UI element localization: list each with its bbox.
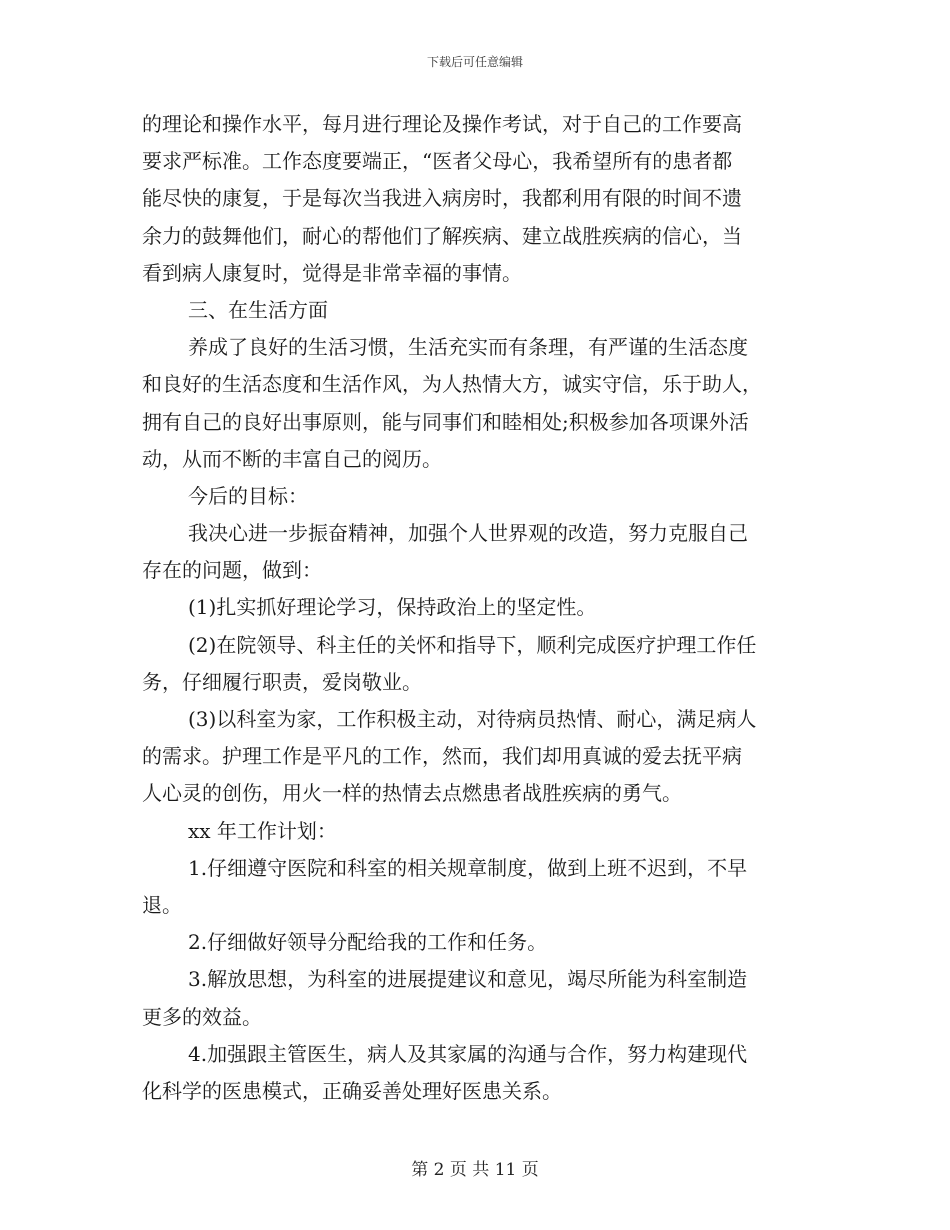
paragraph-line: 余力的鼓舞他们，耐心的帮他们了解疾病、建立战胜疾病的信心，当 xyxy=(142,223,742,248)
paragraph-line: 拥有自己的良好出事原则，能与同事们和睦相处;积极参加各项课外活 xyxy=(142,409,749,434)
list-item: 4.加强跟主管医生，病人及其家属的沟通与合作，努力构建现代 xyxy=(188,1041,748,1066)
list-item: (1)扎实抓好理论学习，保持政治上的坚定性。 xyxy=(188,595,597,620)
paragraph-line: 的理论和操作水平，每月进行理论及操作考试，对于自己的工作要高 xyxy=(142,112,742,136)
list-item: 2.仔细做好领导分配给我的工作和任务。 xyxy=(188,930,548,955)
paragraph-line: 看到病人康复时，觉得是非常幸福的事情。 xyxy=(142,260,522,285)
paragraph-line: 我决心进一步振奋精神，加强个人世界观的改造，努力克服自己 xyxy=(188,521,748,546)
paragraph-line: 的需求。护理工作是平凡的工作，然而，我们却用真诚的爱去抚平病 xyxy=(142,744,742,769)
page-footer: 第 2 页 共 11 页 xyxy=(411,1160,539,1180)
paragraph-line: 要求严标准。工作态度要端正，“医者父母心，我希望所有的患者都 xyxy=(142,149,733,174)
paragraph-line: 能尽快的康复，于是每次当我进入病房时，我都利用有限的时间不遗 xyxy=(142,186,742,211)
section-heading: 三、在生活方面 xyxy=(188,297,328,322)
paragraph-line: 动，从而不断的丰富自己的阅历。 xyxy=(142,446,442,471)
paragraph-line: 人心灵的创伤，用火一样的热情去点燃患者战胜疾病的勇气。 xyxy=(142,781,682,806)
list-item: (2)在院领导、科主任的关怀和指导下，顺利完成医疗护理工作任 xyxy=(188,632,757,657)
list-item: 3.解放思想，为科室的进展提建议和意见，竭尽所能为科室制造 xyxy=(188,967,748,992)
section-heading: xx 年工作计划： xyxy=(188,818,337,843)
paragraph-line: 养成了良好的生活习惯，生活充实而有条理，有严谨的生活态度 xyxy=(188,335,748,360)
paragraph-line: 和良好的生活态度和生活作风，为人热情大方，诚实守信，乐于助人， xyxy=(142,372,762,397)
list-item: (3)以科室为家，工作积极主动，对待病员热情、耐心，满足病人 xyxy=(188,707,757,731)
paragraph-line: 化科学的医患模式，正确妥善处理好医患关系。 xyxy=(142,1078,562,1103)
document-body xyxy=(142,106,808,1110)
paragraph-line: 更多的效益。 xyxy=(142,1004,262,1029)
page-header: 下载后可任意编辑 xyxy=(426,55,523,69)
paragraph-line: 务，仔细履行职责，爱岗敬业。 xyxy=(142,669,422,694)
list-item: 1.仔细遵守医院和科室的相关规章制度，做到上班不迟到，不早 xyxy=(188,855,748,880)
paragraph-line: 退。 xyxy=(142,892,182,917)
paragraph-line: 存在的问题，做到： xyxy=(142,558,322,583)
section-heading: 今后的目标： xyxy=(188,483,308,508)
